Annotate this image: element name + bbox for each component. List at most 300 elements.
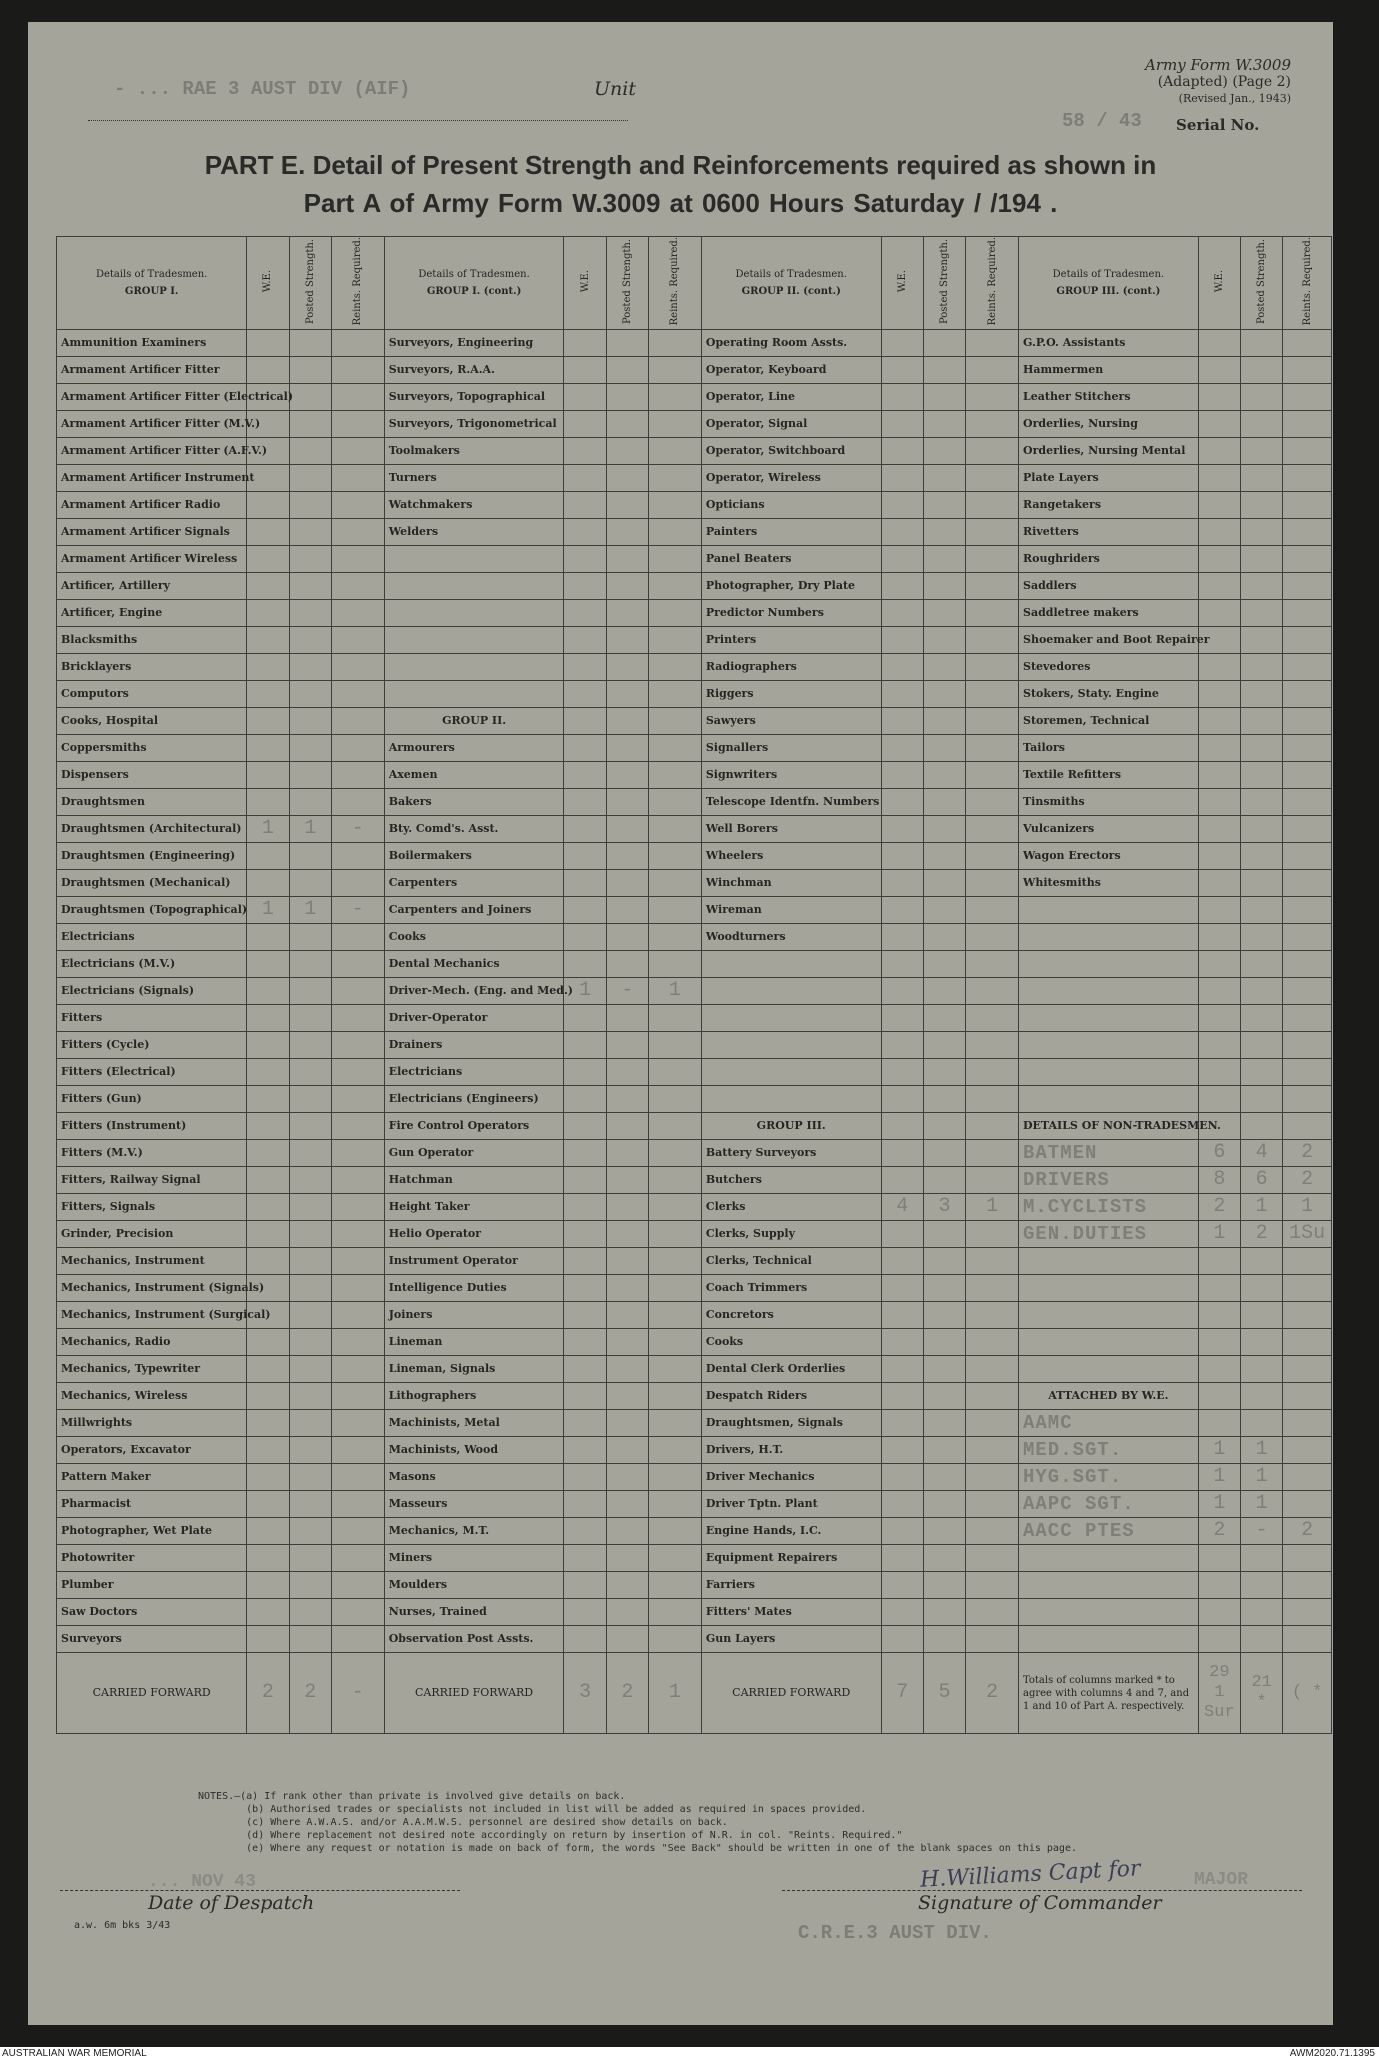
reints-cell [331, 1248, 384, 1275]
posted-cell [289, 411, 331, 438]
trade-name: Carpenters [384, 870, 564, 897]
table-row [57, 1086, 1332, 1113]
posted-cell [923, 1626, 965, 1653]
we-cell [881, 1356, 923, 1383]
posted-cell [1241, 816, 1283, 843]
reints-cell [331, 1626, 384, 1653]
we-cell [1198, 1086, 1240, 1113]
table-row [57, 1221, 1332, 1248]
trade-name: Instrument Operator [384, 1248, 564, 1275]
table-row [57, 573, 1332, 600]
posted-cell [606, 438, 648, 465]
we-cell [881, 1140, 923, 1167]
we-cell [1198, 1545, 1240, 1572]
reints-cell [966, 762, 1019, 789]
table-row [57, 1437, 1332, 1464]
trade-name: Signallers [701, 735, 881, 762]
we-cell [564, 1275, 606, 1302]
posted-cell [289, 1383, 331, 1410]
reints-cell [649, 1437, 702, 1464]
we-cell [564, 681, 606, 708]
reints-cell [331, 1410, 384, 1437]
reints-total: ( * [1283, 1653, 1332, 1734]
reints-cell [649, 1032, 702, 1059]
trade-name: Intelligence Duties [384, 1275, 564, 1302]
posted-cell [1241, 438, 1283, 465]
table-row [57, 330, 1332, 357]
posted-cell [289, 654, 331, 681]
we-cell [1198, 519, 1240, 546]
we-cell [881, 870, 923, 897]
reints-cell [649, 519, 702, 546]
reints-cell [966, 654, 1019, 681]
trade-name: Plumber [57, 1572, 247, 1599]
trade-name: Armament Artificer Fitter [57, 357, 247, 384]
posted-cell [923, 1491, 965, 1518]
we-cell [247, 708, 289, 735]
posted-cell [923, 1356, 965, 1383]
form-line3: (Revised Jan., 1943) [1178, 92, 1291, 105]
posted-cell [606, 654, 648, 681]
posted-cell [1241, 870, 1283, 897]
reints-cell [649, 1275, 702, 1302]
we-cell [1198, 600, 1240, 627]
posted-cell [1241, 357, 1283, 384]
reints-cell [1283, 1491, 1332, 1518]
we-cell [564, 519, 606, 546]
posted-cell [606, 1032, 648, 1059]
posted-cell [923, 1437, 965, 1464]
reints-cell [649, 600, 702, 627]
posted-cell [606, 870, 648, 897]
reints-cell [966, 735, 1019, 762]
trade-name: Joiners [384, 1302, 564, 1329]
we-cell [564, 1302, 606, 1329]
reints-cell [1283, 1356, 1332, 1383]
table-row [57, 1356, 1332, 1383]
trade-name: Pattern Maker [57, 1464, 247, 1491]
posted-cell [1241, 1005, 1283, 1032]
reints-cell [331, 1032, 384, 1059]
unit-dotted-line [88, 120, 628, 121]
trade-name: Operator, Line [701, 384, 881, 411]
reints-cell [1283, 1383, 1332, 1410]
reints-cell [649, 1194, 702, 1221]
table-row [57, 519, 1332, 546]
group-label: GROUP I. (cont.) [426, 286, 522, 298]
reints-cell [649, 627, 702, 654]
posted-cell [606, 1275, 648, 1302]
we-cell [247, 1545, 289, 1572]
reints-cell [966, 573, 1019, 600]
we-cell: 1 [247, 897, 289, 924]
table-row [57, 546, 1332, 573]
we-header [564, 237, 606, 330]
trade-name: Draughtsmen, Signals [701, 1410, 881, 1437]
posted-cell [923, 924, 965, 951]
trade-name: Operators, Excavator [57, 1437, 247, 1464]
posted-cell [923, 1572, 965, 1599]
posted-cell [606, 708, 648, 735]
reints-cell [649, 1302, 702, 1329]
trade-name: Rivetters [1019, 519, 1199, 546]
posted-cell [1241, 1032, 1283, 1059]
trade-name: Driver-Operator [384, 1005, 564, 1032]
signature-line [782, 1890, 1302, 1891]
reints-cell [966, 924, 1019, 951]
posted-cell [606, 546, 648, 573]
commander-signature: H.Williams Capt for [919, 1856, 1142, 1893]
posted-cell [606, 627, 648, 654]
posted-cell [923, 1329, 965, 1356]
reints-cell [966, 1572, 1019, 1599]
posted-cell [289, 1518, 331, 1545]
posted-cell [606, 924, 648, 951]
posted-cell [289, 1545, 331, 1572]
reints-cell [649, 438, 702, 465]
we-cell [1198, 1356, 1240, 1383]
posted-cell [923, 1032, 965, 1059]
trade-name: Machinists, Wood [384, 1437, 564, 1464]
trade-name: Bty. Comd's. Asst. [384, 816, 564, 843]
posted-cell [923, 816, 965, 843]
reints-cell [649, 1005, 702, 1032]
table-row [57, 897, 1332, 924]
reints-cell [331, 1221, 384, 1248]
posted-cell [923, 1248, 965, 1275]
we-cell [881, 357, 923, 384]
we-cell [564, 492, 606, 519]
reints-cell: 1Su [1283, 1221, 1332, 1248]
table-row [57, 978, 1332, 1005]
reints-cell [649, 384, 702, 411]
reints-cell [1283, 438, 1332, 465]
posted-cell [289, 762, 331, 789]
trade-name: Mechanics, Instrument [57, 1248, 247, 1275]
reints-cell [331, 1437, 384, 1464]
trade-name: G.P.O. Assistants [1019, 330, 1199, 357]
trade-name: Draughtsmen [57, 789, 247, 816]
posted-total: 21 * [1241, 1653, 1283, 1734]
we-cell [881, 816, 923, 843]
trade-name: Mechanics, Typewriter [57, 1356, 247, 1383]
reints-cell [1283, 546, 1332, 573]
reints-cell [1283, 1059, 1332, 1086]
we-cell [247, 1059, 289, 1086]
we-cell: 6 [1198, 1140, 1240, 1167]
reints-cell [966, 1032, 1019, 1059]
posted-cell [289, 843, 331, 870]
reints-cell [649, 1356, 702, 1383]
posted-header [606, 237, 648, 330]
reints-cell [331, 1464, 384, 1491]
trade-name: Operator, Signal [701, 411, 881, 438]
posted-total: 2 [289, 1653, 331, 1734]
posted-cell [289, 438, 331, 465]
reints-cell [649, 816, 702, 843]
we-cell [1198, 735, 1240, 762]
posted-cell [1241, 330, 1283, 357]
we-cell [247, 1491, 289, 1518]
table-row [57, 843, 1332, 870]
trade-name: Clerks, Supply [701, 1221, 881, 1248]
we-cell [564, 735, 606, 762]
we-cell [247, 1626, 289, 1653]
trade-name: Lithographers [384, 1383, 564, 1410]
we-cell [1198, 681, 1240, 708]
we-cell [881, 897, 923, 924]
posted-cell [1241, 843, 1283, 870]
trade-name: Axemen [384, 762, 564, 789]
posted-cell [1241, 762, 1283, 789]
posted-cell [606, 1140, 648, 1167]
reints-header-text: Reints. Required. [669, 237, 681, 326]
we-cell [247, 573, 289, 600]
date-label: Date of Despatch [148, 1892, 315, 1914]
group-label: GROUP III. (cont.) [1056, 286, 1161, 298]
trade-name: Boilermakers [384, 843, 564, 870]
posted-cell [923, 1221, 965, 1248]
trade-name: Wireman [701, 897, 881, 924]
reints-cell [966, 411, 1019, 438]
reints-cell [966, 843, 1019, 870]
trade-name: Operator, Wireless [701, 465, 881, 492]
trade-name [1019, 1599, 1199, 1626]
posted-cell [289, 735, 331, 762]
trade-name: Height Taker [384, 1194, 564, 1221]
posted-cell [923, 789, 965, 816]
posted-cell [289, 1086, 331, 1113]
we-total: 7 [881, 1653, 923, 1734]
posted-cell [606, 357, 648, 384]
reints-cell [966, 681, 1019, 708]
reints-cell [331, 1140, 384, 1167]
reints-cell [966, 1113, 1019, 1140]
we-cell [247, 924, 289, 951]
trade-name: AACC PTES [1019, 1518, 1199, 1545]
reints-cell [1283, 1086, 1332, 1113]
trade-name: ATTACHED BY W.E. [1019, 1383, 1199, 1410]
serial-typed: 58 / 43 [1062, 110, 1142, 132]
trade-name: Fire Control Operators [384, 1113, 564, 1140]
we-cell: 1 [564, 978, 606, 1005]
trade-name: Cooks [384, 924, 564, 951]
trade-name: BATMEN [1019, 1140, 1199, 1167]
posted-cell [1241, 1059, 1283, 1086]
we-cell [1198, 411, 1240, 438]
reints-cell [331, 1086, 384, 1113]
form-line2: (Adapted) (Page 2) [1157, 74, 1291, 90]
reints-cell [331, 1518, 384, 1545]
table-row [57, 735, 1332, 762]
table-row [57, 411, 1332, 438]
we-cell [564, 789, 606, 816]
we-cell [881, 1059, 923, 1086]
table-row [57, 465, 1332, 492]
we-header [247, 237, 289, 330]
posted-cell [606, 1329, 648, 1356]
we-cell [247, 1194, 289, 1221]
posted-cell [1241, 1599, 1283, 1626]
reints-cell [649, 573, 702, 600]
reints-header-text: Reints. Required. [1301, 237, 1313, 326]
we-cell [1198, 843, 1240, 870]
posted-cell [923, 1140, 965, 1167]
table-row [57, 762, 1332, 789]
we-cell [881, 951, 923, 978]
reints-cell: 2 [1283, 1140, 1332, 1167]
trade-name: Electricians [384, 1059, 564, 1086]
table-row [57, 870, 1332, 897]
reints-cell [966, 438, 1019, 465]
we-cell [881, 1113, 923, 1140]
we-cell [881, 789, 923, 816]
reints-cell [331, 1113, 384, 1140]
reints-cell [1283, 1545, 1332, 1572]
reints-cell [649, 708, 702, 735]
posted-cell [606, 384, 648, 411]
posted-cell [1241, 1383, 1283, 1410]
posted-cell [923, 1464, 965, 1491]
posted-cell [1241, 897, 1283, 924]
posted-cell [1241, 1545, 1283, 1572]
reints-cell [649, 492, 702, 519]
posted-cell [923, 627, 965, 654]
trade-name: AAPC SGT. [1019, 1491, 1199, 1518]
reints-cell [966, 546, 1019, 573]
reints-cell [1283, 1113, 1332, 1140]
we-cell [247, 1599, 289, 1626]
we-cell [881, 708, 923, 735]
we-cell [564, 1545, 606, 1572]
credit-right: AWM2020.71.1395 [1289, 2048, 1375, 2059]
trade-name: Driver-Mech. (Eng. and Med.) [384, 978, 564, 1005]
we-cell [1198, 1059, 1240, 1086]
posted-cell [606, 681, 648, 708]
table-row [57, 654, 1332, 681]
reints-header [649, 237, 702, 330]
we-cell [564, 330, 606, 357]
trade-name: Grinder, Precision [57, 1221, 247, 1248]
reints-header [1283, 237, 1332, 330]
trade-name: Coppersmiths [57, 735, 247, 762]
trade-name: Cooks [701, 1329, 881, 1356]
posted-cell [289, 1302, 331, 1329]
posted-cell [289, 789, 331, 816]
we-cell [564, 1086, 606, 1113]
posted-cell [1241, 978, 1283, 1005]
serial-label: Serial No. [1176, 116, 1260, 134]
we-cell [881, 1464, 923, 1491]
posted-header [289, 237, 331, 330]
we-cell [564, 816, 606, 843]
trade-name [701, 978, 881, 1005]
posted-cell [606, 1545, 648, 1572]
reints-cell [1283, 330, 1332, 357]
we-cell [1198, 978, 1240, 1005]
trade-name: Stevedores [1019, 654, 1199, 681]
posted-cell [923, 1545, 965, 1572]
reints-header-text: Reints. Required. [352, 237, 364, 326]
reints-cell [966, 1599, 1019, 1626]
trade-name: Operator, Switchboard [701, 438, 881, 465]
posted-cell [1241, 951, 1283, 978]
posted-cell [1241, 573, 1283, 600]
we-cell [247, 1356, 289, 1383]
posted-cell: 6 [1241, 1167, 1283, 1194]
trade-name: Sawyers [701, 708, 881, 735]
we-cell [1198, 1383, 1240, 1410]
posted-cell [1241, 681, 1283, 708]
posted-cell [289, 1437, 331, 1464]
posted-cell [606, 1248, 648, 1275]
we-cell [1198, 492, 1240, 519]
reints-cell [966, 1221, 1019, 1248]
posted-cell [606, 411, 648, 438]
archive-credit-bar [0, 2047, 1379, 2061]
we-cell [881, 1167, 923, 1194]
reints-cell [331, 438, 384, 465]
reints-cell [331, 1194, 384, 1221]
posted-cell [606, 1383, 648, 1410]
we-cell [1198, 1302, 1240, 1329]
reints-cell [1283, 762, 1332, 789]
reints-cell: 1 [649, 978, 702, 1005]
posted-cell [606, 1437, 648, 1464]
posted-cell: 2 [1241, 1221, 1283, 1248]
reints-cell [1283, 1599, 1332, 1626]
posted-cell [289, 1005, 331, 1032]
trade-name: Ammunition Examiners [57, 330, 247, 357]
reints-cell [649, 1059, 702, 1086]
we-cell [1198, 924, 1240, 951]
posted-cell [289, 330, 331, 357]
trade-name: Bricklayers [57, 654, 247, 681]
posted-cell [923, 1059, 965, 1086]
we-cell [564, 708, 606, 735]
trade-name: Hatchman [384, 1167, 564, 1194]
trade-name: Photographer, Dry Plate [701, 573, 881, 600]
reints-cell [649, 1518, 702, 1545]
credit-left: AUSTRALIAN WAR MEMORIAL [2, 2048, 147, 2059]
we-cell: 1 [1198, 1221, 1240, 1248]
posted-cell [923, 951, 965, 978]
date-line [60, 1890, 460, 1891]
we-cell [881, 330, 923, 357]
reints-cell [1283, 1248, 1332, 1275]
trade-name: Mechanics, Instrument (Surgical) [57, 1302, 247, 1329]
we-cell [247, 762, 289, 789]
we-cell [881, 681, 923, 708]
posted-cell [289, 1140, 331, 1167]
reints-cell [966, 384, 1019, 411]
we-cell [881, 1005, 923, 1032]
posted-cell [606, 1113, 648, 1140]
posted-total: 5 [923, 1653, 965, 1734]
table-row [57, 1410, 1332, 1437]
trade-name: Orderlies, Nursing [1019, 411, 1199, 438]
posted-cell: 1 [1241, 1437, 1283, 1464]
posted-cell: 1 [1241, 1464, 1283, 1491]
trade-name: Fitters [57, 1005, 247, 1032]
we-cell [247, 519, 289, 546]
trade-name: Concretors [701, 1302, 881, 1329]
table-row [57, 951, 1332, 978]
posted-cell [923, 1005, 965, 1032]
posted-cell [606, 1356, 648, 1383]
trade-name: Armament Artificer Fitter (Electrical) [57, 384, 247, 411]
carried-forward-row [57, 1653, 1332, 1734]
